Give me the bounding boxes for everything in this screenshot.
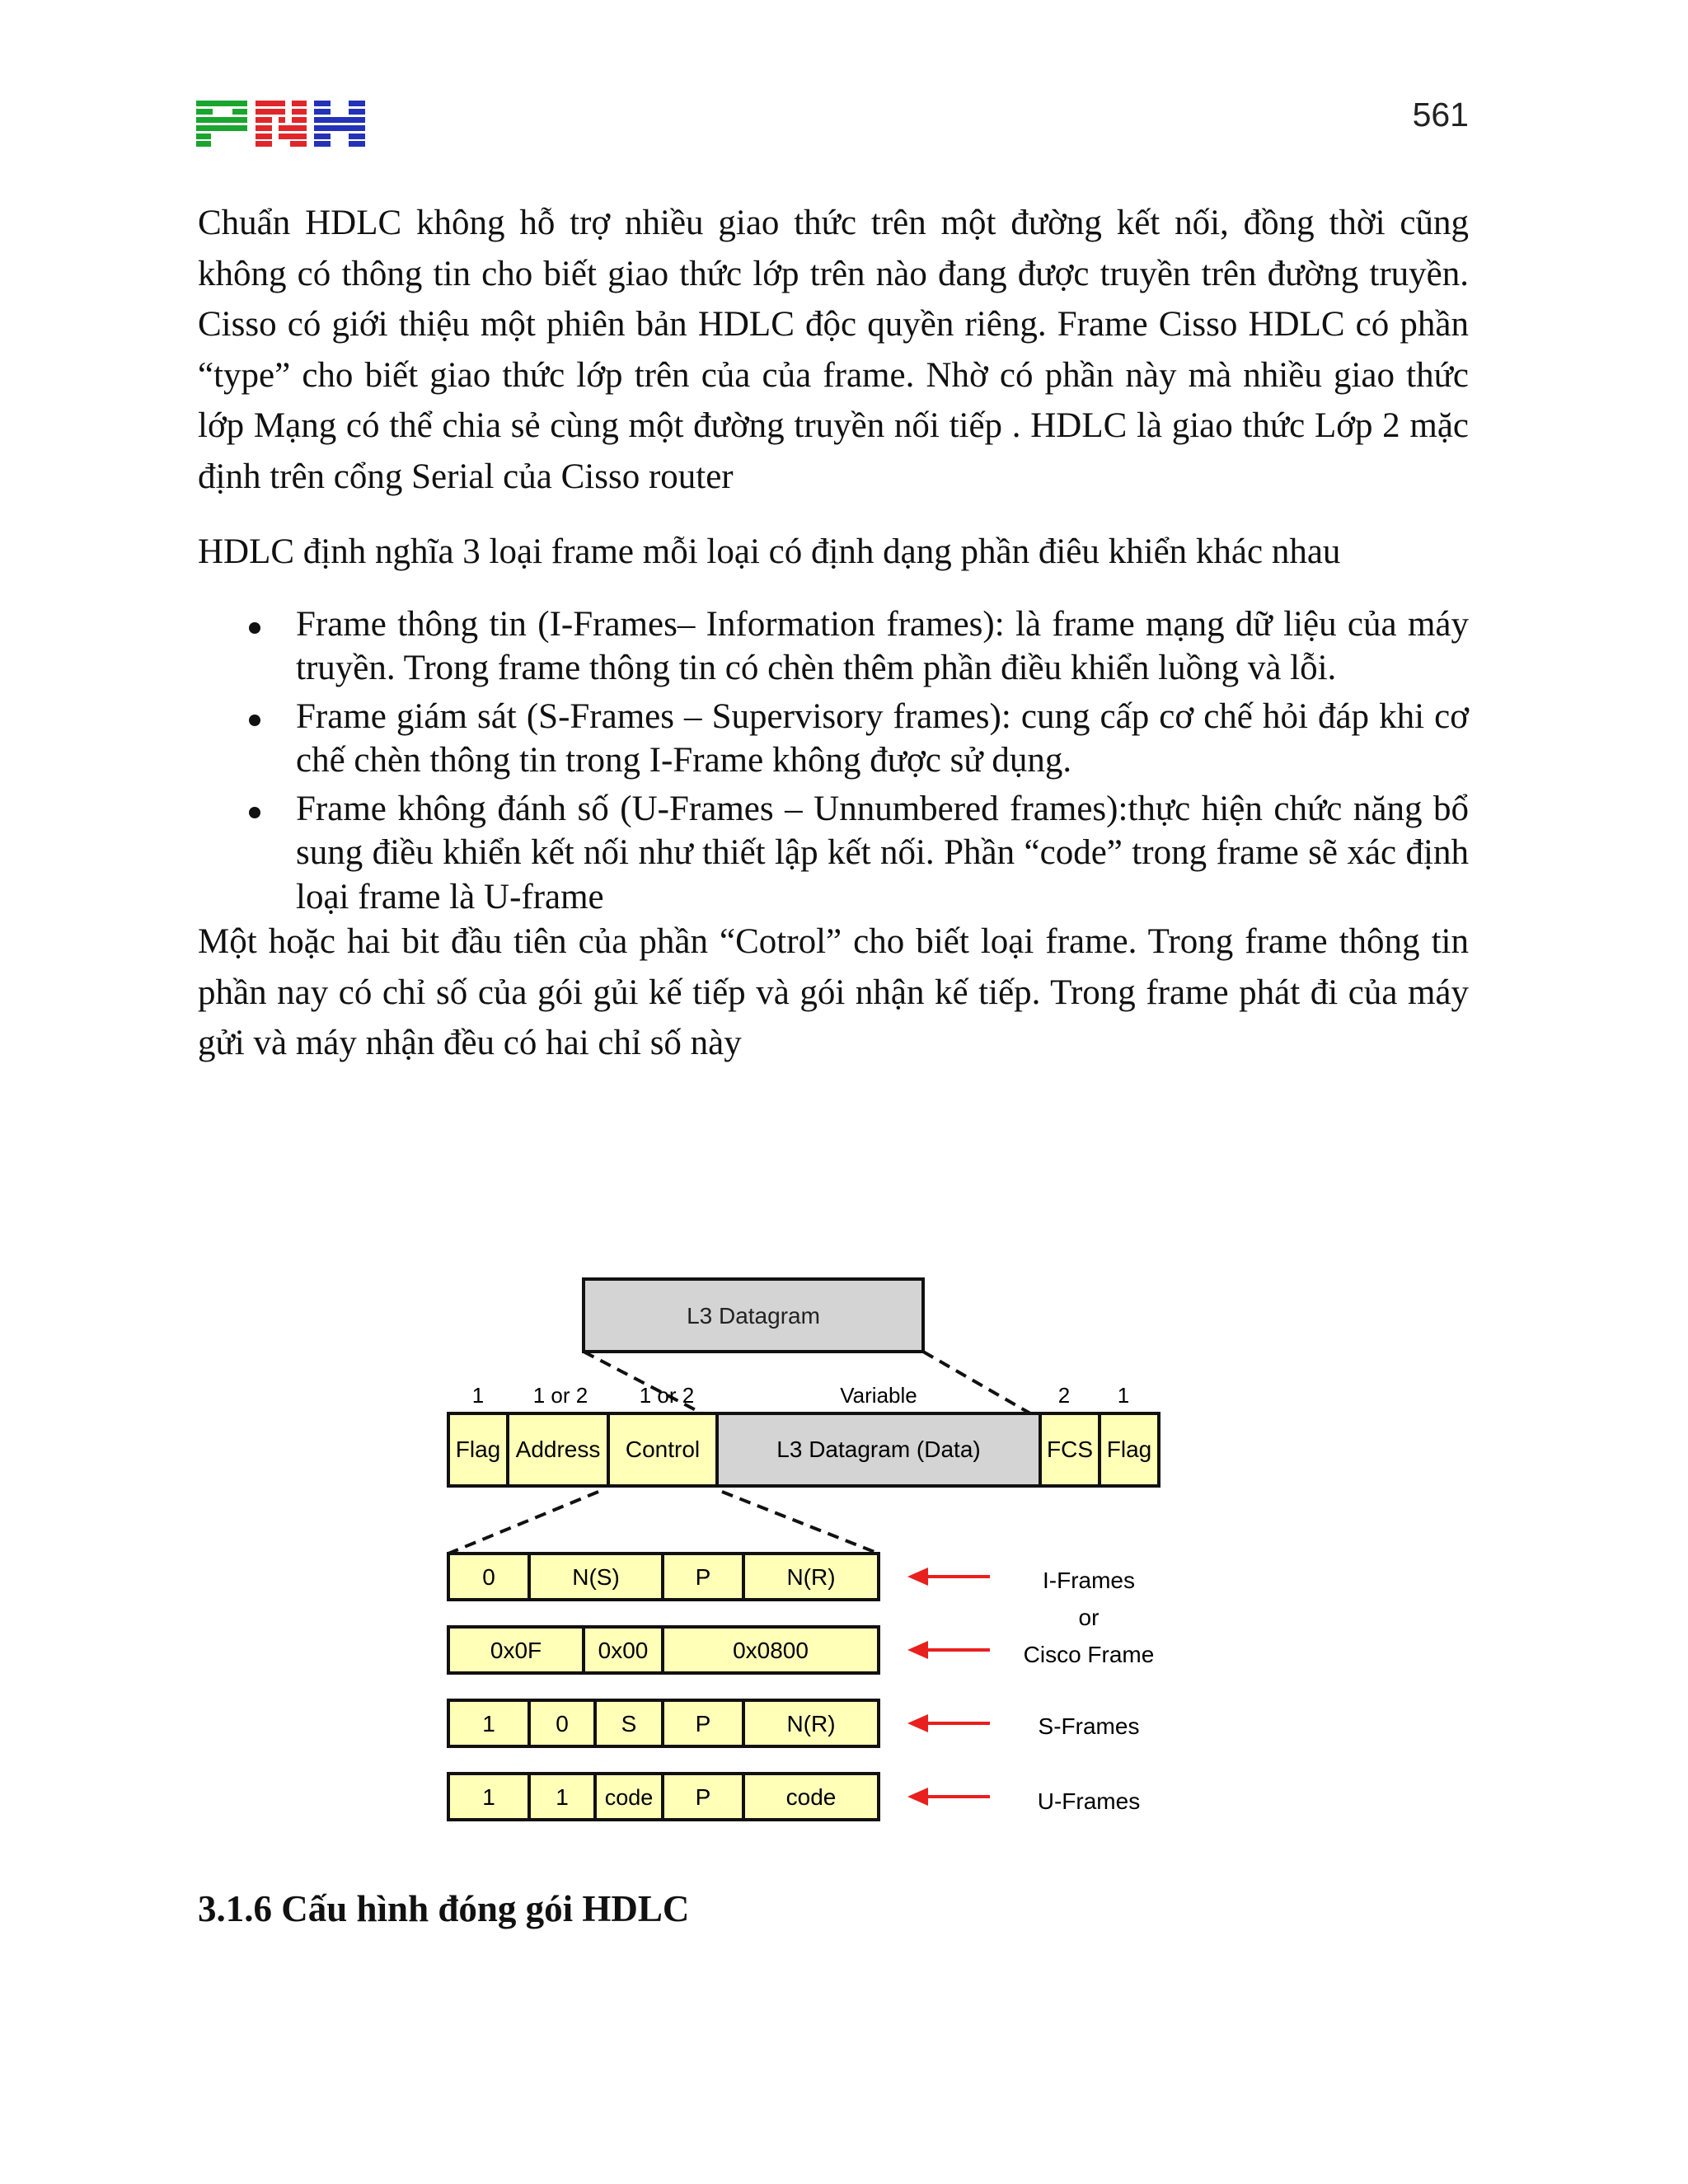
field-control: Control [625,1436,701,1462]
svg-text:S: S [621,1711,637,1736]
l3-datagram-label: L3 Datagram [687,1303,820,1329]
logo-letter-p [196,101,247,147]
svg-text:0x0800: 0x0800 [733,1638,809,1663]
size-data: Variable [840,1383,917,1408]
svg-text:N(S): N(S) [572,1564,620,1590]
svg-text:P: P [695,1564,711,1590]
svg-text:N(R): N(R) [786,1564,836,1590]
size-control: 1 or 2 [639,1383,695,1408]
svg-text:0: 0 [482,1564,495,1590]
paragraph-frame-types: HDLC định nghĩa 3 loại frame mỗi loại có định dạng phần điêu khiển khác nhau [198,532,1341,571]
frame-type-list [198,602,1469,920]
field-address: Address [515,1436,601,1462]
label-or: or [1078,1605,1100,1630]
label-sframes: S-Frames [1038,1713,1140,1739]
bullet-icon [249,807,260,818]
label-iframes: I-Frames [1043,1568,1135,1593]
body-text [198,198,1469,1069]
list-item: Frame thông tin (I-Frames– Information frames): là frame mạng dữ liệu của máy truyền. Trong frame thông tin có chèn thêm phần điều khiển luồng và lỗi. [198,602,1469,691]
svg-text:0: 0 [556,1711,569,1736]
svg-text:code: code [785,1784,837,1810]
svg-text:P: P [695,1784,711,1810]
label-cisco-frame: Cisco Frame [1023,1642,1155,1667]
paragraph-intro: Chuẩn HDLC không hỗ trợ nhiều giao thức trên một đường kết nối, đồng thời cũng không có thông tin cho biết giao thức lớp trên nào đang được truyền trên đường truyền. Cisso có giới thiệu một phiên bản HDLC độc quyền riêng. Frame Cisso HDLC có phần “type” cho biết giao thức lớp trên của của frame. Nhờ có phần này mà nhiều giao thức lớp Mạng có thể chia sẻ cùng một đường truyền nối tiếp . HDLC là giao thức Lớp 2 mặc định trên cổng Serial của Cisso router [198,204,1469,496]
label-uframes: U-Frames [1037,1788,1141,1814]
list-item: Frame giám sát (S-Frames – Supervisory frames): cung cấp cơ chế hỏi đáp khi cơ chế chèn thông tin trong I-Frame không được sử dụng. [198,695,1469,783]
bullet-icon [249,622,260,634]
control-expand-left [448,1492,598,1554]
size-flag: 1 [471,1383,485,1408]
logo-letter-n [256,101,307,147]
field-flag: Flag [455,1436,501,1462]
svg-text:code: code [604,1785,654,1810]
size-fcs: 2 [1057,1383,1071,1408]
size-flag-end: 1 [1117,1383,1130,1408]
svg-text:1: 1 [482,1784,495,1810]
paragraph-control-bits: Một hoặc hai bit đầu tiên của phần “Cotrol” cho biết loại frame. Trong frame thông tin phần nay có chỉ số của gói gủi kế tiếp và gói nhận kế tiếp. Trong frame phát đi của máy gửi và máy nhận đều có hai chỉ số này [198,922,1469,1062]
arrow-icons [907,1568,990,1806]
pnh-logo [196,101,365,147]
svg-text:0x0F: 0x0F [490,1638,542,1663]
section-heading: 3.1.6 Cấu hình đóng gói HDLC [198,1888,690,1929]
field-fcs: FCS [1047,1436,1093,1462]
expand-line-right [923,1352,1030,1413]
list-item: Frame không đánh số (U-Frames – Unnumbered frames):thực hiện chức năng bổ sung điều khiển kết nối như thiết lập kết nối. Phần “code” trong frame sẽ xác định loại frame là U-frame [198,787,1469,920]
svg-text:P: P [695,1711,711,1736]
bullet-icon [249,715,260,726]
control-expand-right [722,1492,879,1554]
size-address: 1 or 2 [532,1383,588,1408]
svg-text:0x00: 0x00 [598,1638,649,1663]
page-number: 561 [1412,96,1469,134]
svg-text:1: 1 [556,1784,569,1810]
field-flag-end: Flag [1106,1436,1152,1462]
svg-text:1: 1 [482,1711,495,1736]
svg-text:N(R): N(R) [786,1711,836,1736]
field-data: L3 Datagram (Data) [776,1436,981,1462]
hdlc-frame-diagram [442,1269,1167,1838]
